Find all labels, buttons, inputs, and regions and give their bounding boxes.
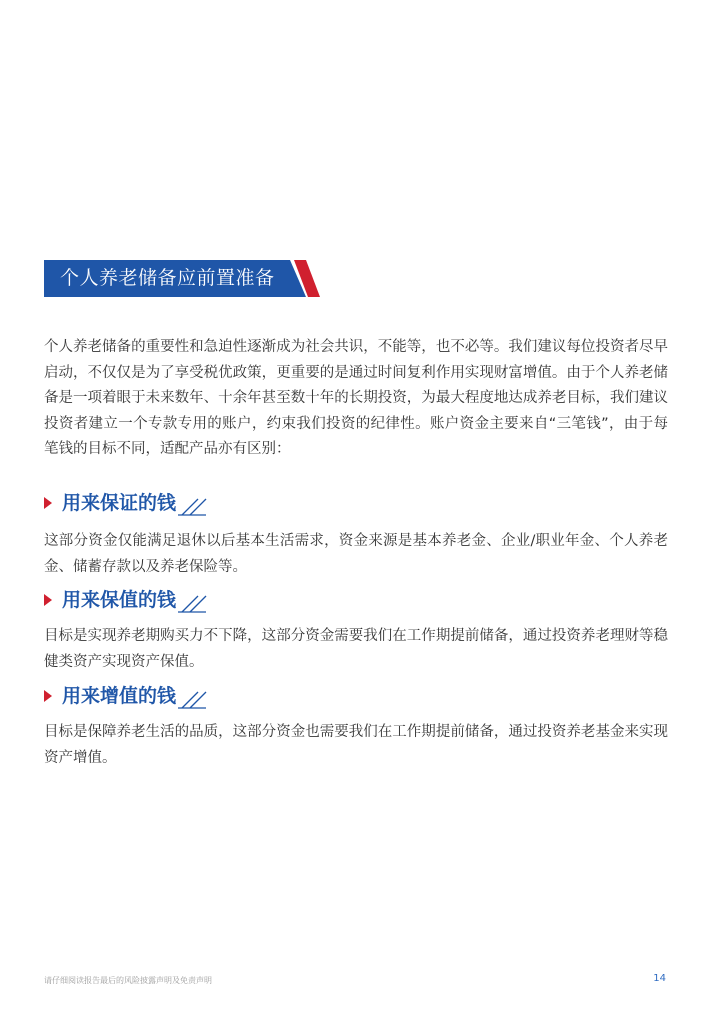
section-banner	[44, 260, 320, 297]
double-slash-icon	[176, 591, 210, 613]
section-heading-growth	[44, 681, 214, 711]
double-slash-icon	[176, 687, 210, 709]
section-heading-guarantee	[44, 488, 214, 518]
intro-paragraph: 个人养老储备的重要性和急迫性逐渐成为社会共识，不能等，也不必等。我们建议每位投资者尽早启动，不仅仅是为了享受税优政策，更重要的是通过时间复利作用实现财富增值。由于个人养老储备是一项着眼于未来数年、十余年甚至数十年的长期投资，为最大程度地达成养老目标，我们建议投资者建立一个专款专用的账户，约束我们投资的纪律性。账户资金主要来自“三笔钱”，由于每笔钱的目标不同，适配产品亦有区别：	[44, 339, 668, 458]
double-slash-icon	[176, 494, 210, 516]
section-title: 用来增值的钱	[62, 685, 177, 707]
section-body: 这部分资金仅能满足退休以后基本生活需求，资金来源是基本养老金、企业/职业年金、个人养老金、储蓄存款以及养老保险等。	[44, 533, 668, 575]
triangle-bullet-icon	[44, 690, 52, 702]
banner-title: 个人养老储备应前置准备	[60, 267, 275, 289]
page-number: 14	[653, 973, 666, 984]
section-body: 目标是实现养老期购买力不下降，这部分资金需要我们在工作期提前储备，通过投资养老理财等稳健类资产实现资产保值。	[44, 628, 668, 670]
section-heading-preserve	[44, 585, 214, 615]
triangle-bullet-icon	[44, 594, 52, 606]
triangle-bullet-icon	[44, 497, 52, 509]
footer-disclaimer: 请仔细阅读报告最后的风险披露声明及免责声明	[44, 976, 212, 985]
section-title: 用来保值的钱	[62, 589, 177, 611]
section-title: 用来保证的钱	[62, 492, 177, 514]
section-body: 目标是保障养老生活的品质，这部分资金也需要我们在工作期提前储备，通过投资养老基金来实现资产增值。	[44, 724, 668, 766]
